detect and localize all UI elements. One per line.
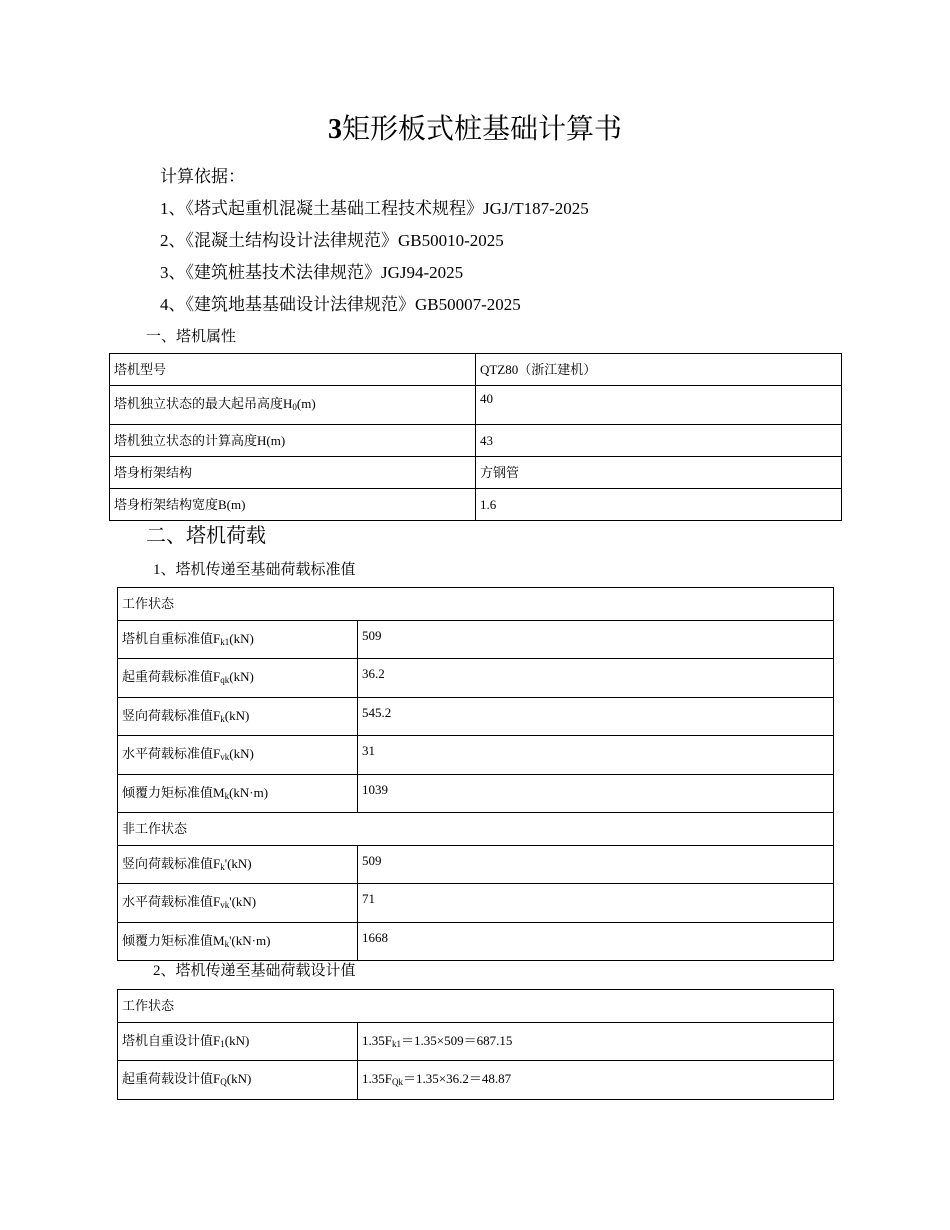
table-row xyxy=(118,588,834,621)
table-row xyxy=(118,659,834,698)
table-row xyxy=(118,698,834,736)
row-value: 545.2 xyxy=(358,698,834,736)
basis-item: 4、《建筑地基基础设计法律规范》GB50007-2025 xyxy=(160,295,521,314)
row-label: 塔身桁架结构 xyxy=(110,457,476,489)
basis-item: 2、《混凝土结构设计法律规范》GB50010-2025 xyxy=(160,231,504,250)
table-row xyxy=(118,621,834,659)
subsection1-heading: 1、塔机传递至基础荷载标准值 xyxy=(153,562,356,578)
basis-item: 1、《塔式起重机混凝土基础工程技术规程》JGJ/T187-2025 xyxy=(160,199,589,218)
row-value: 43 xyxy=(476,425,842,457)
row-label: 水平荷载标准值$F_{vk}'(kN)$ xyxy=(118,884,358,923)
row-label: 塔机自重标准值$F_{k1}(kN)$ xyxy=(118,621,358,659)
group-header: 工作状态 xyxy=(118,990,834,1023)
row-label: 竖向荷载标准值$F_k'(kN)$ xyxy=(118,846,358,884)
row-value: 31 xyxy=(358,736,834,775)
row-value: 36.2 xyxy=(358,659,834,698)
row-label: 倾覆力矩标准值$M_k'(kN\cdot m)$ xyxy=(118,923,358,961)
group-header: 工作状态 xyxy=(118,588,834,621)
row-value: QTZ80（浙江建机） xyxy=(476,354,842,386)
table-row xyxy=(118,1061,834,1100)
table-row xyxy=(118,736,834,775)
row-value: $1.35F_{Qk}=1.35\times 36.2=48.87$ xyxy=(358,1061,834,1100)
crane-properties-table xyxy=(109,353,842,521)
row-label: 起重荷载标准值$F_{qk}(kN)$ xyxy=(118,659,358,698)
row-label: 倾覆力矩标准值$M_k(kN\cdot m)$ xyxy=(118,775,358,813)
table-row xyxy=(118,990,834,1023)
load-standard-table xyxy=(117,587,834,961)
table-row xyxy=(118,884,834,923)
row-label: 塔机独立状态的计算高度H(m) xyxy=(110,425,476,457)
basis-item: 3、《建筑桩基技术法律规范》JGJ94-2025 xyxy=(160,263,464,282)
basis-list xyxy=(160,197,589,325)
row-value: 1039 xyxy=(358,775,834,813)
table-row xyxy=(118,923,834,961)
group-header: 非工作状态 xyxy=(118,813,834,846)
row-value: 40 xyxy=(476,386,842,425)
row-label: 塔身桁架结构宽度B(m) xyxy=(110,489,476,521)
table-row xyxy=(110,354,842,386)
row-value: 71 xyxy=(358,884,834,923)
row-label: 起重荷载设计值$F_Q(kN)$ xyxy=(118,1061,358,1100)
row-value: 509 xyxy=(358,621,834,659)
section2-heading: 二、塔机荷载 xyxy=(146,525,266,547)
title-text: 矩形板式桩基础计算书 xyxy=(341,114,622,145)
row-label: 塔机型号 xyxy=(110,354,476,386)
basis-heading: 计算依据： xyxy=(160,167,245,186)
table-row xyxy=(118,1023,834,1061)
row-value: 1668 xyxy=(358,923,834,961)
table-row xyxy=(110,425,842,457)
row-value: 509 xyxy=(358,846,834,884)
row-label: 竖向荷载标准值$F_k(kN)$ xyxy=(118,698,358,736)
row-label: 塔机独立状态的最大起吊高度$H_0(m)$ xyxy=(110,386,476,425)
document-title xyxy=(0,112,950,148)
row-value: 方钢管 xyxy=(476,457,842,489)
row-value: 1.6 xyxy=(476,489,842,521)
row-label: 塔机自重设计值$F_1(kN)$ xyxy=(118,1023,358,1061)
table-row xyxy=(110,489,842,521)
row-label: 水平荷载标准值$F_{vk}(kN)$ xyxy=(118,736,358,775)
table-row xyxy=(118,775,834,813)
table-row xyxy=(110,386,842,425)
row-value: $1.35F_{k1}=1.35\times 509=687.15$ xyxy=(358,1023,834,1061)
load-design-table xyxy=(117,989,834,1100)
table-row xyxy=(110,457,842,489)
subsection2-heading: 2、塔机传递至基础荷载设计值 xyxy=(153,963,356,979)
table-row xyxy=(118,846,834,884)
section1-heading: 一、塔机属性 xyxy=(146,329,237,345)
table-row xyxy=(118,813,834,846)
title-number: 3 xyxy=(327,114,342,145)
